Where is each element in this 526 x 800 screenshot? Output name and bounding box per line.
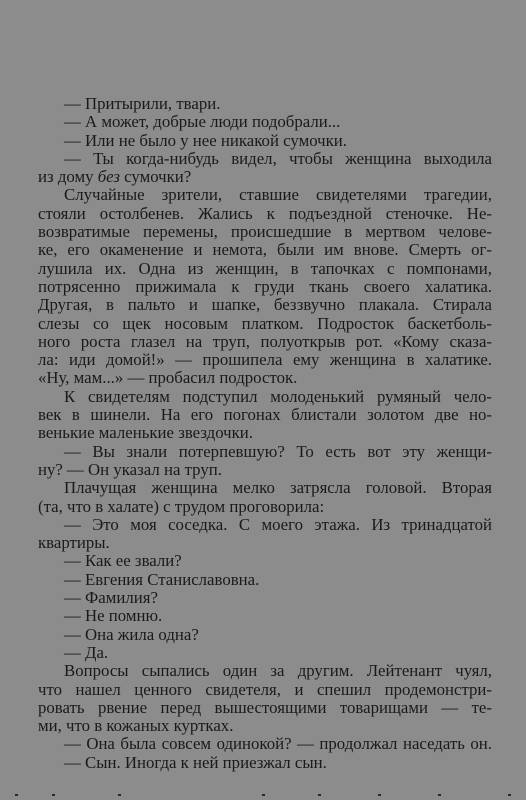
text-line: К свидетелям подступил молоденький румяный чело- (64, 386, 492, 406)
text-line: ке, его окаменение и немота, были им внове. Смерть ог- (38, 240, 492, 260)
text-line: Другая, в пальто и шапке, беззвучно плакала. Стирала (38, 295, 492, 315)
text-line: стояли остолбенев. Жались к подъездной стеночке. Не- (38, 203, 492, 223)
text-line: слезы со щек носовым платком. Подросток баскетболь- (38, 313, 492, 333)
text-line: ла: иди домой!» — прошипела ему женщина в халатике. (38, 350, 492, 370)
speck (318, 794, 321, 796)
speck (262, 794, 265, 796)
text-line: лушила их. Одна из женщин, в тапочках с помпонами, (38, 258, 492, 278)
text-line: — Да. (64, 642, 109, 662)
text-line: Плачущая женщина мелко затрясла головой. Вторая (64, 478, 492, 498)
text-line: — Фамилия? (64, 588, 158, 608)
text-line: из дому без сумочки? (38, 167, 192, 187)
text-line: «Ну, мам...» — пробасил подросток. (38, 368, 298, 388)
speck (508, 794, 511, 796)
speck (118, 794, 121, 796)
text-line: — Сын. Иногда к ней приезжал сын. (64, 752, 327, 772)
text-line: квартиры. (38, 533, 110, 553)
text-line: венькие маленькие звездочки. (38, 423, 253, 443)
text-line: — Вы знали потерпевшую? То есть вот эту женщи- (64, 441, 492, 461)
text-line: век в шинели. На его погонах блистали золотом две но- (38, 405, 492, 425)
text-line: — Не помню. (64, 606, 163, 626)
speck (438, 794, 441, 796)
text-line: — Притырили, твари. (64, 94, 221, 113)
text-line: (та, что в халате) с трудом проговорила: (38, 496, 325, 516)
text-line: — Она жила одна? (64, 624, 199, 644)
text-line: потрясенно прижимала к груди ткань своего халатика. (38, 276, 492, 296)
text-line: Случайные зрители, ставшие свидетелями трагедии, (64, 185, 492, 205)
text-line: ного роста глазел на труп, полуоткрыв рот. «Кому сказа- (38, 331, 492, 351)
text-line: — Это моя соседка. С моего этажа. Из тринадцатой (64, 514, 492, 534)
text-line: — А может, добрые люди подобрали... (64, 112, 341, 132)
speck (52, 794, 55, 796)
text-line: что нашел ценного свидетеля, и спешил продемонстри- (38, 679, 492, 699)
text-line: — Как ее звали? (64, 551, 182, 571)
text-line: — Или не было у нее никакой сумочки. (64, 130, 347, 150)
text-line: ми, что в кожаных куртках. (38, 716, 234, 736)
text-line: — Евгения Станиславовна. (64, 569, 260, 589)
speck (378, 794, 381, 796)
text-line: Вопросы сыпались один за другим. Лейтенант чуял, (64, 661, 492, 681)
text-line: ровать рвение перед вышестоящими товарищами — те- (38, 697, 492, 717)
text-line: ну? — Он указал на труп. (38, 459, 222, 479)
text-line: возвратимые перемены, происшедшие в мертвом челове- (38, 222, 492, 242)
text-line: — Ты когда-нибудь видел, чтобы женщина выходила (64, 148, 492, 168)
speck (15, 794, 18, 796)
page-text (38, 95, 492, 772)
text-line: — Она была совсем одинокой? — продолжал наседать он. (64, 734, 492, 754)
scan-specks (0, 782, 526, 800)
